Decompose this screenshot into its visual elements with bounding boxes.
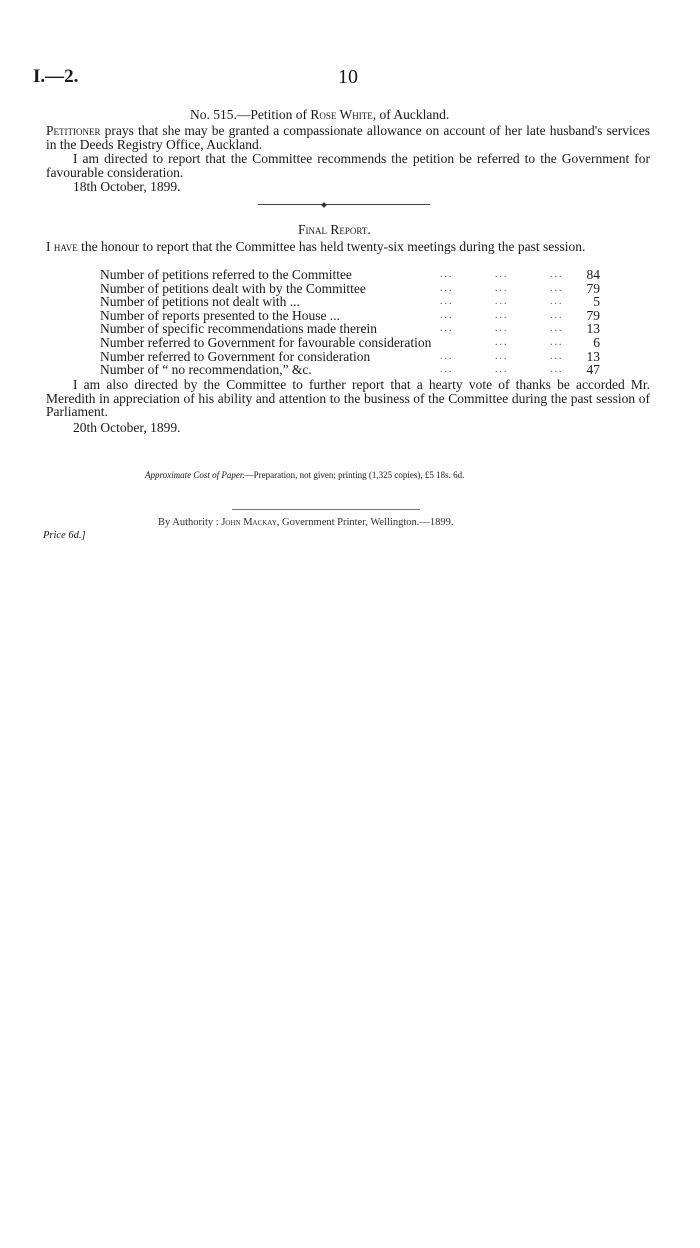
final-report-intro-text: the honour to report that the Committee has held twenty-six meetings during the past session.: [77, 239, 586, 254]
petition-title-prefix: No. 515.—Petition of: [190, 107, 311, 122]
petition-date: 18th October, 1899.: [73, 179, 181, 194]
stat-value: 13: [586, 348, 600, 364]
cost-text: —Preparation, not given; printing (1,325 copies), £5 18s. 6d.: [244, 470, 465, 480]
printer-authority: [158, 517, 454, 528]
stat-value: 6: [593, 334, 600, 350]
section-divider: [258, 204, 430, 205]
stat-label: Number referred to Government for consideration: [100, 348, 371, 364]
petition-title: [190, 107, 449, 123]
stat-row: Number referred to Government for favourable consideration ... ... 6: [100, 334, 600, 350]
stat-value: 5: [593, 294, 600, 310]
stat-label: Number of “ no recommendation,” &c.: [100, 362, 312, 378]
stat-row: Number of petitions not dealt with ... ... ... ... 5: [100, 294, 600, 310]
stat-value: 47: [586, 362, 600, 378]
petition-prayer-text: prays that she may be granted a compassionate allowance on account of her late husband's services in the Deeds Registry Office, Auckland.: [46, 123, 650, 152]
thanks-paragraph: I am also directed by the Committee to further report that a hearty vote of thanks be accorded Mr. Meredith in appreciation of his ability and attention to the business of the Committee during the past session of Parliament.: [46, 377, 650, 419]
stat-row: Number of petitions dealt with by the Committee ... ... ... 79: [100, 280, 600, 296]
stat-label: Number of petitions referred to the Committee: [100, 267, 352, 282]
cost-note: [145, 470, 464, 480]
stat-value: 79: [586, 280, 600, 296]
page-number: 10: [338, 66, 358, 88]
petitioner-name: Rose White: [310, 107, 373, 122]
stat-label: Number of petitions not dealt with ...: [100, 294, 300, 310]
stat-row: Number of petitions referred to the Committee ... ... ... 84: [100, 267, 600, 282]
petitioner-lead-word: Petitioner: [46, 123, 101, 138]
stat-label: Number of reports presented to the House ...: [100, 307, 340, 323]
final-report-intro: [46, 240, 650, 254]
footer-divider: [232, 509, 420, 510]
authority-prefix: By Authority :: [158, 517, 222, 528]
final-report-date: 20th October, 1899.: [73, 420, 181, 435]
stat-label: Number of petitions dealt with by the Committee: [100, 280, 366, 296]
petition-prayer: [46, 124, 650, 151]
stat-row: Number of “ no recommendation,” &c. ... ... ... 47: [100, 362, 600, 378]
stat-row: Number of specific recommendations made therein ... ... ... 13: [100, 321, 600, 337]
stat-value: 13: [586, 321, 600, 337]
stat-value: 84: [586, 267, 600, 282]
stat-value: 79: [586, 307, 600, 323]
stat-row: Number referred to Government for consideration ... ... ... 13: [100, 348, 600, 364]
report-reference: I.—2.: [33, 66, 79, 87]
stat-label: Number referred to Government for favourable consideration: [100, 334, 432, 350]
petition-title-suffix: , of Auckland.: [372, 107, 450, 122]
stat-label: Number of specific recommendations made therein: [100, 321, 378, 337]
stat-row: Number of reports presented to the House ... ... ... ... 79: [100, 307, 600, 323]
price-note: Price 6d.]: [43, 530, 86, 541]
statistics-list: [100, 268, 600, 377]
cost-label: Approximate Cost of Paper.: [145, 470, 245, 480]
final-report-title: Final Report.: [298, 222, 371, 237]
petition-recommendation: I am directed to report that the Committee recommends the petition be referred to the Government for favourable consideration.: [46, 151, 650, 180]
printer-name: John Mackay: [221, 517, 277, 528]
final-report-lead-word: I have: [46, 239, 78, 254]
authority-suffix: , Government Printer, Wellington.—1899.: [276, 517, 454, 528]
